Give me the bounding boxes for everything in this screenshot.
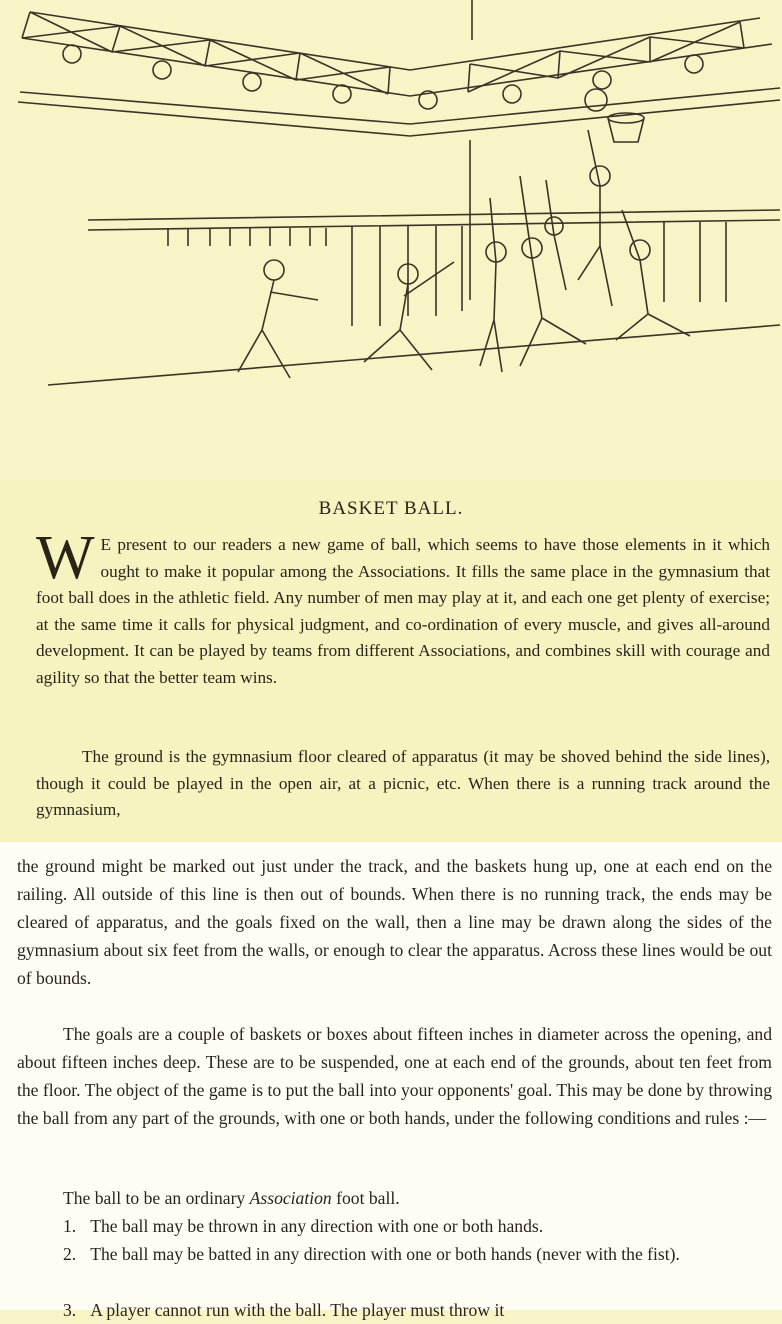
rule-number: 1.: [63, 1216, 77, 1236]
rule-number: 2.: [63, 1244, 77, 1264]
rule-item: [17, 1240, 772, 1268]
rule-item: [17, 1212, 772, 1240]
ball-text-before: The ball to be an ordinary: [63, 1188, 250, 1208]
article-page-top: [0, 480, 782, 842]
paragraph-intro: [36, 524, 770, 691]
basketball-illustration: [0, 0, 782, 440]
rule-text: The ball may be thrown in any direction with one or both hands.: [90, 1216, 544, 1236]
rule-text: The ball may be batted in any direction with one or both hands (never with the fist).: [90, 1244, 680, 1264]
article-title: BASKET BALL.: [318, 498, 464, 519]
rule-item: [17, 1296, 772, 1324]
running-track-truss: [18, 12, 780, 136]
ball-text-italic: Association: [249, 1188, 332, 1208]
ball-text-after: foot ball.: [331, 1188, 400, 1208]
players: [238, 130, 690, 378]
rule-number: 3.: [63, 1300, 77, 1320]
paragraph-intro-text: E present to our readers a new game of ball, which seems to have those elements in it which ought to make it popular among the Associations. It fills the same place in the gymnasium that foot ball does in the athletic field. Any number of men may play at it, and each one get plenty of exercise; at the same time it calls for physical judgment, and co-ordination of every muscle, and gives all-around development. It can be played by teams from different Associations, and combines skill with courage and agility so that the better team wins.: [36, 535, 770, 687]
paragraph-track: the ground might be marked out just under the track, and the baskets hung up, one at each end on the railing. All outside of this line is then out of bounds. When there is no running track, the ends may be cleared of apparatus, and the goals fixed on the wall, then a line may be drawn along the sides of the gymnasium about six feet from the walls, or enough to clear the apparatus. Across these lines would be out of bounds.: [17, 856, 772, 988]
paragraph-ground: The ground is the gymnasium floor cleared of apparatus (it may be shoved behind the side lines), though it could be played in the open air, at a picnic, etc. When there is a running track around the gymnasium,: [36, 747, 770, 819]
rule-text: A player cannot run with the ball. The player must throw it: [90, 1300, 505, 1320]
drop-cap: W: [36, 524, 95, 592]
paragraph-ball: [17, 1184, 772, 1212]
article-page-bottom: [0, 842, 782, 1320]
paragraph-goals: The goals are a couple of baskets or boxes about fifteen inches in diameter across the opening, and about fifteen inches deep. These are to be suspended, one at each end of the grounds, about ten feet from the floor. The object of the game is to put the ball into your opponents' goal. This may be done by throwing the ball from any part of the grounds, with one or both hands, under the following conditions and rules :—: [17, 1024, 772, 1128]
